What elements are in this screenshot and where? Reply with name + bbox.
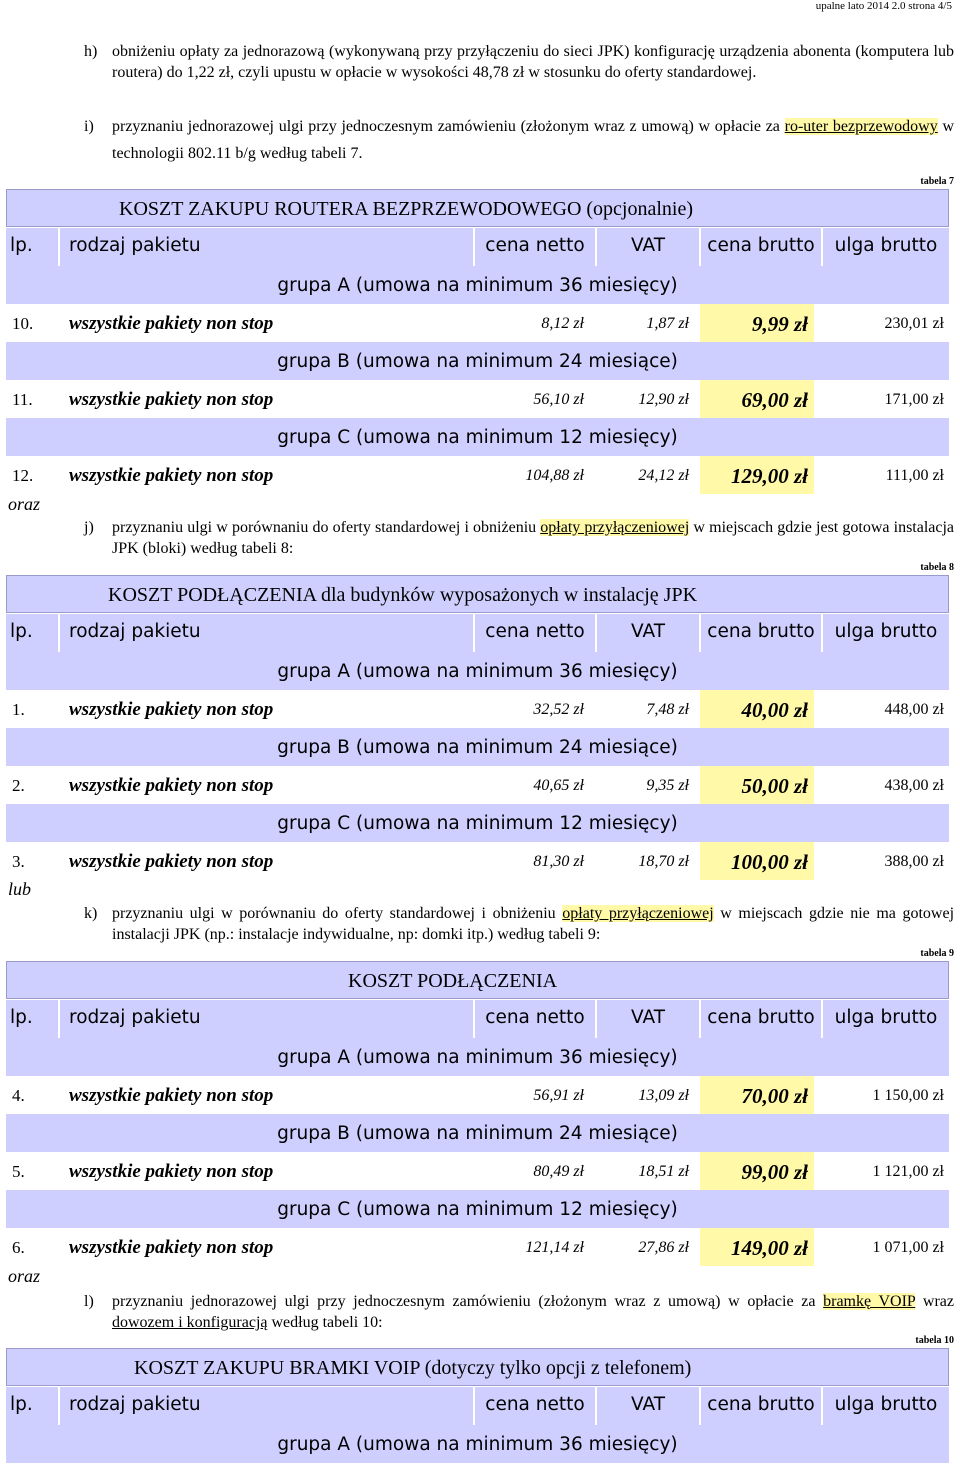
price-netto: 32,52 zł (533, 701, 584, 718)
table-row (0, 380, 960, 418)
col-vat: VAT (597, 228, 701, 266)
price-brutto: 149,00 zł (700, 1228, 814, 1266)
price-vat: 12,90 zł (638, 391, 689, 408)
col-ulga: ulga brutto (823, 614, 949, 652)
price-netto: 81,30 zł (533, 853, 584, 870)
table-row (0, 1076, 960, 1114)
col-vat: VAT (597, 614, 701, 652)
group-label: grupa A (umowa na minimum 36 miesięcy) (6, 652, 949, 690)
paragraph-k: k) przyznaniu ulgi w porównaniu do oferty standardowej i obniżeniu opłaty przyłączeniowej w miejscach gdzie nie ma gotowej instalacji JPK (np.: instalacje indywidualne, np: domki itp.) według tabeli 9: (84, 905, 955, 943)
price-netto: 104,88 zł (525, 467, 584, 484)
conjunction: oraz (8, 1266, 41, 1286)
table-10-tag: tabela 10 (915, 1335, 954, 1346)
price-brutto: 129,00 zł (700, 456, 814, 494)
group-label: grupa C (umowa na minimum 12 miesięcy) (6, 804, 949, 842)
price-vat: 18,70 zł (638, 853, 689, 870)
group-label: grupa A (umowa na minimum 36 miesięcy) (6, 1038, 949, 1076)
paragraph-h-text: obniżeniu opłaty za jednorazową (wykonywaną przy przyłączeniu do sieci JPK) konfigurację urządzenia abonenta (komputera lub routera) do 1,22 zł, czyli upustu w opłacie w wysokości 48,78 zł w stosunku do oferty standardowej. (112, 43, 954, 81)
package-name: wszystkie pakiety non stop (69, 775, 274, 796)
col-lp: lp. (6, 614, 60, 652)
col-brutto: cena brutto (701, 1387, 823, 1425)
price-vat: 7,48 zł (646, 701, 689, 718)
price-brutto: 50,00 zł (700, 766, 814, 804)
paragraph-marker: l) (84, 1293, 94, 1310)
paragraph-marker: k) (84, 905, 98, 922)
paragraph-j: j) przyznaniu ulgi w porównaniu do oferty standardowej i obniżeniu opłaty przyłączeniowej w miejscach gdzie jest gotowa instalacja JPK (bloki) według tabeli 8: (84, 519, 955, 557)
package-name: wszystkie pakiety non stop (69, 1161, 274, 1182)
col-lp: lp. (6, 1000, 60, 1038)
group-label: grupa B (umowa na minimum 24 miesiące) (6, 342, 949, 380)
table-9-column-headers (6, 1000, 949, 1038)
price-netto: 8,12 zł (541, 315, 584, 332)
paragraph-marker: h) (84, 43, 98, 60)
connection-fee-link[interactable]: opłaty przyłączeniowej (562, 905, 714, 922)
price-brutto: 100,00 zł (700, 842, 814, 880)
col-pakiet: rodzaj pakietu (60, 1000, 475, 1038)
table-10-title: KOSZT ZAKUPU BRAMKI VOIP (dotyczy tylko opcji z telefonem) (6, 1348, 949, 1386)
conjunction: oraz (8, 494, 41, 514)
discount-brutto: 1 150,00 zł (872, 1087, 944, 1104)
table-row (0, 304, 960, 342)
discount-brutto: 1 121,00 zł (872, 1163, 944, 1180)
paragraph-l: l) przyznaniu jednorazowej ulgi przy jednoczesnym zamówieniu (złożonym wraz z umową) w opłacie za bramkę VOIP wraz dowozem i konfiguracją według tabeli 10: (84, 1293, 955, 1331)
col-brutto: cena brutto (701, 1000, 823, 1038)
row-number: 4. (12, 1086, 25, 1105)
discount-brutto: 171,00 zł (884, 391, 944, 408)
price-brutto: 40,00 zł (700, 690, 814, 728)
price-vat: 27,86 zł (638, 1239, 689, 1256)
table-row (0, 842, 960, 880)
row-number: 6. (12, 1238, 25, 1257)
conjunction: lub (8, 879, 32, 899)
row-number: 1. (12, 700, 25, 719)
table-10-column-headers (6, 1387, 949, 1425)
row-number: 5. (12, 1162, 25, 1181)
price-vat: 1,87 zł (646, 315, 689, 332)
group-label: grupa A (umowa na minimum 36 miesięcy) (6, 1425, 949, 1463)
package-name: wszystkie pakiety non stop (69, 313, 274, 334)
discount-brutto: 111,00 zł (885, 467, 944, 484)
connection-fee-link[interactable]: opłaty przyłączeniowej (540, 519, 690, 536)
discount-brutto: 388,00 zł (884, 853, 944, 870)
row-number: 11. (12, 390, 33, 409)
paragraph-h (84, 41, 954, 83)
table-9-title: KOSZT PODŁĄCZENIA (6, 961, 949, 999)
discount-brutto: 438,00 zł (884, 777, 944, 794)
price-vat: 18,51 zł (638, 1163, 689, 1180)
table-8-column-headers (6, 614, 949, 652)
group-label: grupa C (umowa na minimum 12 miesięcy) (6, 1190, 949, 1228)
price-brutto: 99,00 zł (700, 1152, 814, 1190)
row-number: 12. (12, 466, 34, 485)
group-label: grupa B (umowa na minimum 24 miesiące) (6, 1114, 949, 1152)
price-netto: 56,91 zł (533, 1087, 584, 1104)
package-name: wszystkie pakiety non stop (69, 851, 274, 872)
row-number: 10. (12, 314, 34, 333)
table-row (0, 1152, 960, 1190)
group-label: grupa C (umowa na minimum 12 miesięcy) (6, 418, 949, 456)
col-lp: lp. (6, 1387, 60, 1425)
package-name: wszystkie pakiety non stop (69, 699, 274, 720)
page-header: upalne lato 2014 2.0 strona 4/5 (815, 0, 952, 12)
table-row (0, 1228, 960, 1266)
col-pakiet: rodzaj pakietu (60, 614, 475, 652)
col-netto: cena netto (475, 228, 597, 266)
price-vat: 13,09 zł (638, 1087, 689, 1104)
price-vat: 24,12 zł (638, 467, 689, 484)
col-pakiet: rodzaj pakietu (60, 1387, 475, 1425)
table-8-tag: tabela 8 (920, 562, 954, 573)
package-name: wszystkie pakiety non stop (69, 1085, 274, 1106)
table-row (0, 690, 960, 728)
package-name: wszystkie pakiety non stop (69, 465, 274, 486)
col-ulga: ulga brutto (823, 1000, 949, 1038)
delivery-config-link[interactable]: dowozem i konfiguracją (112, 1314, 268, 1331)
price-brutto: 70,00 zł (700, 1076, 814, 1114)
group-label: grupa B (umowa na minimum 24 miesiące) (6, 728, 949, 766)
price-netto: 121,14 zł (525, 1239, 584, 1256)
group-label: grupa A (umowa na minimum 36 miesięcy) (6, 266, 949, 304)
table-7-column-headers (6, 228, 949, 266)
price-netto: 80,49 zł (533, 1163, 584, 1180)
col-netto: cena netto (475, 1000, 597, 1038)
col-vat: VAT (597, 1000, 701, 1038)
col-brutto: cena brutto (701, 614, 823, 652)
package-name: wszystkie pakiety non stop (69, 389, 274, 410)
paragraph-marker: i) (84, 118, 94, 135)
col-ulga: ulga brutto (823, 1387, 949, 1425)
voip-gateway-link[interactable]: bramkę VOIP (823, 1293, 916, 1310)
paragraph-marker: j) (84, 519, 94, 536)
col-vat: VAT (597, 1387, 701, 1425)
table-7-tag: tabela 7 (920, 176, 954, 187)
discount-brutto: 448,00 zł (884, 701, 944, 718)
paragraph-i: i) przyznaniu jednorazowej ulgi przy jednoczesnym zamówieniu (złożonym wraz z umową) w opłacie za ro-uter bezprzewodowy w technologii 802.11 b/g według tabeli 7. (112, 113, 954, 167)
price-netto: 56,10 zł (533, 391, 584, 408)
price-brutto: 9,99 zł (700, 304, 814, 342)
col-ulga: ulga brutto (823, 228, 949, 266)
table-9-tag: tabela 9 (920, 948, 954, 959)
col-netto: cena netto (475, 1387, 597, 1425)
price-brutto: 69,00 zł (700, 380, 814, 418)
col-brutto: cena brutto (701, 228, 823, 266)
table-row (0, 456, 960, 494)
package-name: wszystkie pakiety non stop (69, 1237, 274, 1258)
table-row (0, 766, 960, 804)
price-vat: 9,35 zł (646, 777, 689, 794)
row-number: 2. (12, 776, 25, 795)
col-pakiet: rodzaj pakietu (60, 228, 475, 266)
price-netto: 40,65 zł (533, 777, 584, 794)
table-7-title: KOSZT ZAKUPU ROUTERA BEZPRZEWODOWEGO (opcjonalnie) (6, 189, 949, 227)
router-link[interactable]: ro-uter bezprzewodowy (784, 118, 938, 135)
table-8-title: KOSZT PODŁĄCZENIA dla budynków wyposażonych w instalację JPK (6, 575, 949, 613)
col-netto: cena netto (475, 614, 597, 652)
discount-brutto: 230,01 zł (884, 315, 944, 332)
col-lp: lp. (6, 228, 60, 266)
discount-brutto: 1 071,00 zł (872, 1239, 944, 1256)
row-number: 3. (12, 852, 25, 871)
